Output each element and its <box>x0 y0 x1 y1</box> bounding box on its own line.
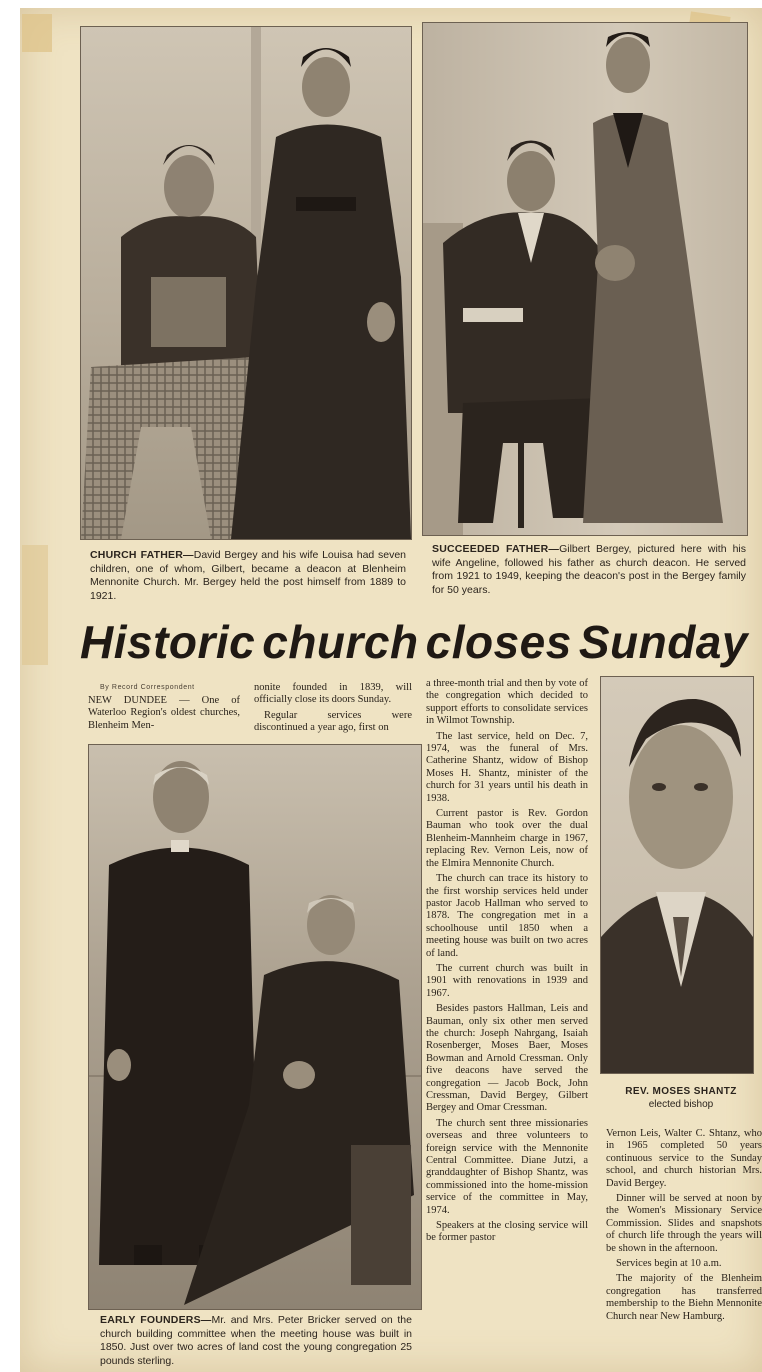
paragraph: nonite founded in 1839, will officially close its doors Sunday. <box>254 682 412 706</box>
headline-word: Historic <box>80 616 256 668</box>
article-column-3 <box>426 678 588 1372</box>
caption-text: David Bergey and his wife Louisa had seven children, one of whom, Gilbert, became a deacon at Blenheim Mennonite Church. Mr. Bergey held the post himself from 1889 to 1921. <box>90 549 406 602</box>
tape-top-left <box>22 14 52 52</box>
lead-paragraph: NEW DUNDEE — One of Waterloo Region's oldest churches, Blenheim Men- <box>88 695 240 731</box>
paragraph: Vernon Leis, Walter C. Shtanz, who in 1965 completed 50 years continuous service to the Sunday school, and church historian Mrs. David Bergey. <box>606 1128 762 1189</box>
paragraph: The majority of the Blenheim congregation has transferred membership to the Biehn Mennonite Church near New Hamburg. <box>606 1273 762 1322</box>
article-column-1 <box>88 695 240 735</box>
headline-word: closes <box>425 616 572 668</box>
paragraph: The church sent three missionaries overseas and three volunteers to foreign service with the Mennonite Central Committee. Diane Jutzi, a granddaughter of Bishop Shantz, was commissioned into the home-mission service of the committee in May, 1974. <box>426 1117 588 1216</box>
paragraph: Current pastor is Rev. Gordon Bauman who took over the dual Blenheim-Mannheim charge in 1967, replacing Rev. Vernon Leis, now of the Elmira Mennonite Church. <box>426 808 588 869</box>
paragraph: Speakers at the closing service will be former pastor <box>426 1220 588 1244</box>
caption-text: Mr. and Mrs. Peter Bricker served on the church building committee when the meeting house was built in 1850. Just over two acres of land cost the young congregation 25 pounds sterling. <box>100 1314 412 1367</box>
caption-succeeded-father <box>432 543 746 597</box>
caption-lead: EARLY FOUNDERS— <box>100 1314 212 1326</box>
portrait-name: REV. MOSES SHANTZ <box>625 1086 737 1097</box>
paragraph: Regular services were discontinued a year ago, first on <box>254 709 412 734</box>
photo-david-louisa-bergey <box>80 26 412 540</box>
headline-word: Sunday <box>578 616 748 668</box>
paragraph: a three-month trial and then by vote of the congregation which decided to support efforts to consolidate services in Wilmot Township. <box>426 678 588 727</box>
caption-early-founders <box>100 1314 412 1368</box>
caption-lead: CHURCH FATHER— <box>90 549 194 561</box>
paragraph: Services begin at 10 a.m. <box>616 1258 722 1270</box>
article-column-4 <box>606 1128 762 1372</box>
paragraph: The church can trace its history to the first worship services held under pastor Jacob Hallman who served to 1878. The congregation met in a schoolhouse until 1850 when a meeting house was built on two acres of land. <box>426 873 588 959</box>
headline <box>80 612 748 672</box>
caption-text: Gilbert Bergey, pictured here with his wife Angeline, followed his father as church deacon. He served from 1921 to 1949, keeping the deacon's post in the Bergey family for 50 years. <box>432 543 746 596</box>
paragraph: The current church was built in 1901 with renovations in 1939 and 1967. <box>426 962 588 999</box>
article-column-2 <box>254 682 412 738</box>
photo-rev-moses-shantz <box>600 676 754 1074</box>
photo-gilbert-angeline-bergey <box>422 22 748 536</box>
headline-word: church <box>262 616 419 668</box>
caption-lead: SUCCEEDED FATHER— <box>432 543 560 555</box>
caption-rev-moses-shantz <box>600 1085 762 1111</box>
paragraph: Dinner will be served at noon by the Women's Missionary Service Commission. Slides and snapshots of church life through the years will be shown in the afternoon. <box>606 1193 762 1254</box>
byline: By Record Correspondent <box>100 684 195 691</box>
portrait-subtitle: elected bishop <box>648 1099 714 1110</box>
paragraph: Besides pastors Hallman, Leis and Bauman, only six other men served the church: Joseph Nahrgang, Isaiah Rosenberger, Moses Baer, Moses Bowman and Arnold Cressman. Only five deacons have served the congregation — Jacob Bock, John Cressman, David Bergey, Gilbert Bergey and Omar Cressman. <box>426 1003 588 1114</box>
paragraph: The last service, held on Dec. 7, 1974, was the funeral of Mrs. Catherine Shantz, widow of Bishop Moses H. Shantz, minister of the church for 31 years until his death in 1938. <box>426 730 588 804</box>
tape-left-mid <box>22 545 48 665</box>
caption-church-father <box>90 549 406 603</box>
photo-peter-bricker-and-wife <box>88 744 422 1310</box>
